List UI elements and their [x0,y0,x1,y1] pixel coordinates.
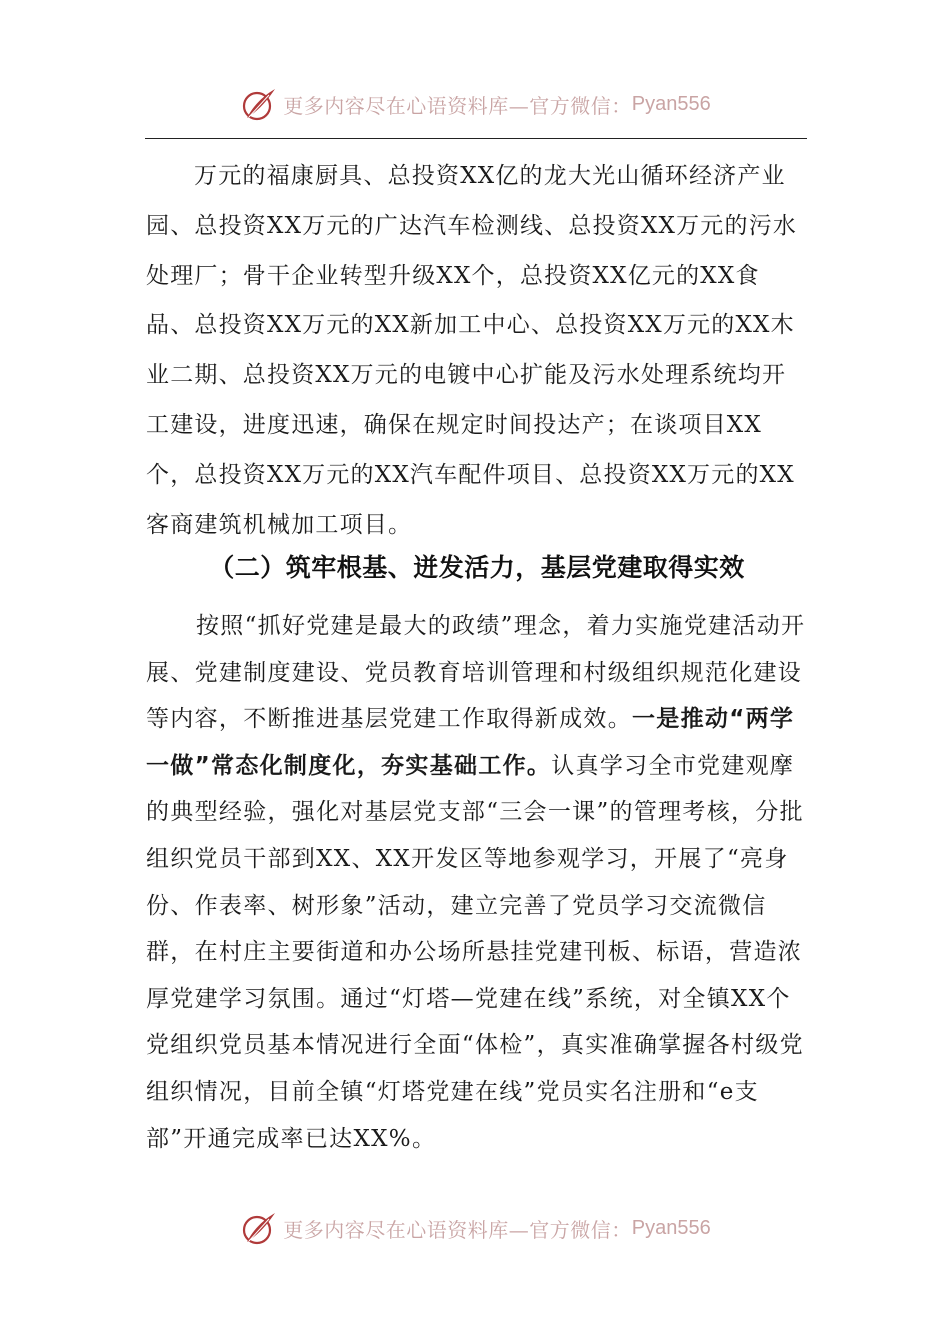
header-slogan: 更多内容尽在心语资料库—官方微信： [283,93,632,118]
paragraph-2-bold-lead: 一是推动“两学一做”常态化制度化，夯实基础工作。 [146,706,795,779]
footer-account: Pyan556 [631,1216,711,1239]
paragraph-1: 万元的福康厨具、总投资XX亿的龙大光山循环经济产业园、总投资XX万元的广达汽车检测线、总投资XX万元的污水处理厂；骨干企业转型升级XX个，总投资XX亿元的XX食品、总投资XX万元的XX新加工中心、总投资XX万元的XX木业二期、总投资XX万元的电镀中心扩能及污水处理系统均开工建设，进度迅速，确保在规定时间投达产；在谈项目XX个，总投资XX万元的XX汽车配件项目、总投资XX万元的XX客商建筑机械加工项目。 [146,163,798,538]
header-divider [145,138,807,139]
section-heading: （二）筑牢根基、迸发活力，基层党建取得实效 [209,553,745,582]
header-banner [0,84,950,124]
header-account: Pyan556 [631,92,711,115]
feather-pen-circle-icon [239,1208,279,1248]
paragraph-2 [146,603,808,1162]
footer-slogan: 更多内容尽在心语资料库—官方微信： [283,1217,632,1242]
paragraph-2-rest: 认真学习全市党建观摩的典型经验，强化对基层党支部“三会一课”的管理考核，分批组织党员干部到XX、XX开发区等地参观学习，开展了“亮身份、作表率、树形象”活动，建立完善了党员学习交流微信群，在村庄主要街道和办公场所悬挂党建刊板、标语，营造浓厚党建学习氛围。通过“灯塔—党建在线”系统，对全镇XX个党组织党员基本情况进行全面“体检”，真实准确掌握各村级党组织情况，目前全镇“灯塔党建在线”党员实名注册和“e支部”开通完成率已达XX%。 [146,752,804,1152]
paragraph-2-intro: 按照“抓好党建是最大的政绩”理念，着力实施党建活动开展、党建制度建设、党员教育培训管理和村级组织规范化建设等内容，不断推进基层党建工作取得新成效。 [146,613,806,733]
footer-banner [0,1208,950,1248]
feather-pen-circle-icon [239,84,279,124]
